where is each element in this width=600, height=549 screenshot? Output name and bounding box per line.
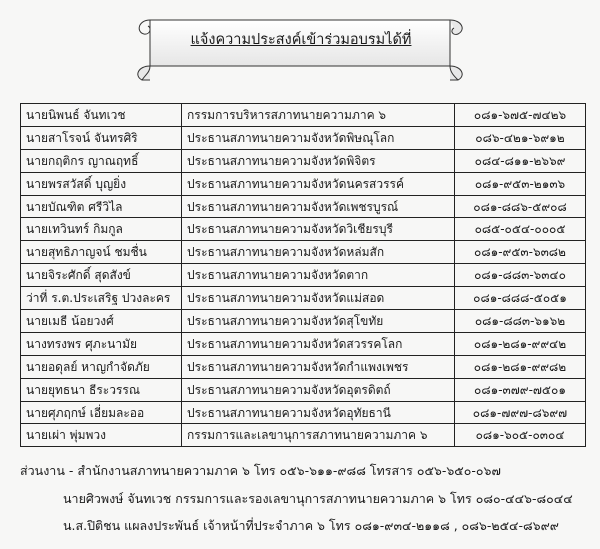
table-row [21,310,586,333]
contact-position-cell: ประธานสภาทนายความจังหวัดพิษณุโลก [182,126,455,149]
contact-name-cell: นายสาโรจน์ จันทรศิริ [21,126,182,149]
table-row [21,195,586,218]
contact-phone-cell: ๐๘๑-๘๘๓-๖๑๖๒ [455,310,586,333]
contact-phone-cell: ๐๘๑-๙๕๓-๖๓๘๒ [455,241,586,264]
table-row [21,218,586,241]
contact-table [20,103,581,447]
contact-position-cell: ประธานสภาทนายความจังหวัดแม่สอด [182,287,455,310]
contact-position-cell: ประธานสภาทนายความจังหวัดสวรรคโลก [182,332,455,355]
contact-phone-cell: ๐๘๑-๒๘๑-๙๙๘๒ [455,355,586,378]
contact-name-cell: นายเผ่า พุ่มพวง [21,424,182,447]
contact-name-cell: นายนิพนธ์ จันทเวช [21,104,182,127]
contact-phone-cell: ๐๘๑-๘๘๓-๖๓๔๐ [455,264,586,287]
contact-phone-cell: ๐๘๑-๘๘๖-๕๙๐๘ [455,195,586,218]
contact-name-cell: นายเมธี น้อยวงศ์ [21,310,182,333]
contact-phone-cell: ๐๘๑-๖๐๕-๐๓๐๔ [455,424,586,447]
contact-name-cell: นายยุทธนา ธีระวรรณ [21,378,182,401]
title-scroll-banner [128,14,473,84]
contact-position-cell: กรรมการบริหารสภาทนายความภาค ๖ [182,104,455,127]
contact-position-cell: ประธานสภาทนายความจังหวัดกำแพงเพชร [182,355,455,378]
table-row [21,149,586,172]
contact-position-cell: กรรมการและเลขานุการสภาทนายความภาค ๖ [182,424,455,447]
table-row [21,172,586,195]
contact-name-cell: ว่าที่ ร.ต.ประเสริฐ ปวงละคร [21,287,182,310]
contact-phone-cell: ๐๘๑-๓๗๙-๗๕๐๑ [455,378,586,401]
contact-position-cell: ประธานสภาทนายความจังหวัดอุตรดิตถ์ [182,378,455,401]
table-row [21,424,586,447]
footer-office-line: ส่วนงาน - สำนักงานสภาทนายความภาค ๖ โทร ๐๕๖-๖๑๑-๙๘๘ โทรสาร ๐๕๖-๖๕๐-๐๖๗ [20,463,501,478]
contact-name-cell: นายเทวินทร์ กิมกูล [21,218,182,241]
contact-phone-cell: ๐๘๑-๒๘๑-๙๙๔๒ [455,332,586,355]
contact-name-cell: นายจิระศักดิ์ สุดสังข์ [21,264,182,287]
footer-staff-line: น.ส.ปิติชน แผลงประพันธ์ เจ้าหน้าที่ประจำภาค ๖ โทร ๐๘๑-๙๓๔-๒๑๑๘ , ๐๘๖-๒๕๔-๘๖๙๙ [63,518,559,533]
contact-name-cell: นายศุภฤกษ์ เอี่ยมละออ [21,401,182,424]
contact-phone-cell: ๐๘๕-๐๕๔-๐๐๐๕ [455,218,586,241]
table-row [21,264,586,287]
contact-name-cell: นางทรงพร ศุภะนามัย [21,332,182,355]
contact-phone-cell: ๐๘๑-๗๙๗-๘๖๙๗ [455,401,586,424]
contact-phone-cell: ๐๘๑-๙๕๓-๒๑๓๖ [455,172,586,195]
contact-phone-cell: ๐๘๖-๔๒๑-๖๙๑๒ [455,126,586,149]
page-title: แจ้งความประสงค์เข้าร่วมอบรมได้ที่ [190,32,412,48]
contact-phone-cell: ๐๘๑-๘๘๘-๕๐๕๑ [455,287,586,310]
contact-position-cell: ประธานสภาทนายความจังหวัดนครสวรรค์ [182,172,455,195]
contact-position-cell: ประธานสภาทนายความจังหวัดวิเชียรบุรี [182,218,455,241]
contact-position-cell: ประธานสภาทนายความจังหวัดตาก [182,264,455,287]
contact-position-cell: ประธานสภาทนายความจังหวัดอุทัยธานี [182,401,455,424]
contact-position-cell: ประธานสภาทนายความจังหวัดหล่มสัก [182,241,455,264]
table-row [21,241,586,264]
contact-position-cell: ประธานสภาทนายความจังหวัดเพชรบูรณ์ [182,195,455,218]
contact-name-cell: นายบัณฑิต ศรีวิไล [21,195,182,218]
contact-name-cell: นายสุทธิภาญจน์ ชมชื่น [21,241,182,264]
table-row [21,401,586,424]
table-row [21,355,586,378]
contact-phone-cell: ๐๘๑-๖๗๕-๗๔๒๖ [455,104,586,127]
contact-position-cell: ประธานสภาทนายความจังหวัดพิจิตร [182,149,455,172]
table-row [21,104,586,127]
contact-phone-cell: ๐๘๔-๘๑๑-๒๖๖๙ [455,149,586,172]
contact-name-cell: นายกฤติกร ญาณฤทธิ์ [21,149,182,172]
table-row [21,378,586,401]
footer-secretary-line: นายศิวพงษ์ จันทเวช กรรมการและรองเลขานุการสภาทนายความภาค ๖ โทร ๐๘๐-๔๔๖-๘๐๔๔ [63,491,573,506]
contact-name-cell: นายพรสวัสดิ์ บุญยิ่ง [21,172,182,195]
contact-position-cell: ประธานสภาทนายความจังหวัดสุโขทัย [182,310,455,333]
table-row [21,126,586,149]
table-row [21,332,586,355]
table-row [21,287,586,310]
contact-name-cell: นายอดุลย์ หาญกำจัดภัย [21,355,182,378]
